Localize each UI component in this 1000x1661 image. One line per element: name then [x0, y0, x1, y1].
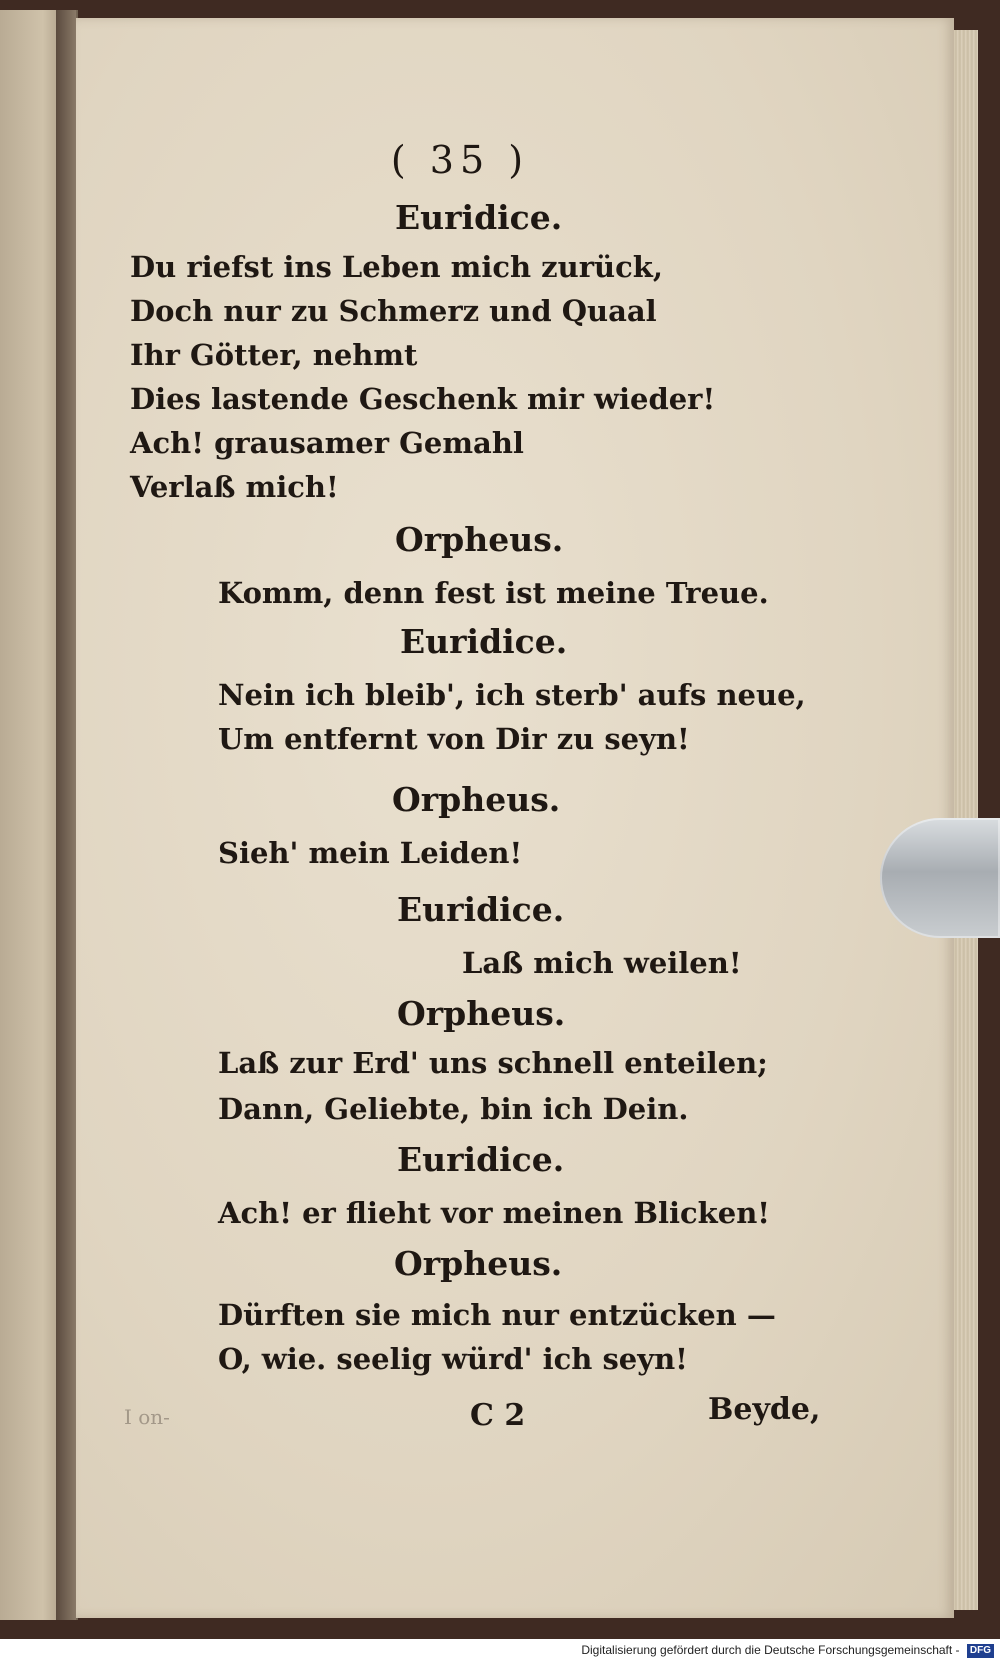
verse-line: Nein ich bleib', ich sterb' aufs neue,	[218, 678, 806, 712]
speaker-name: Euridice.	[397, 890, 565, 929]
page-clip	[880, 818, 1000, 938]
speaker-name: Orpheus.	[394, 1244, 563, 1283]
verse-line: Laß zur Erd' uns schnell enteilen;	[218, 1046, 768, 1080]
verse-line: Du riefst ins Leben mich zurück,	[130, 250, 663, 284]
page-number: ( 35 )	[390, 138, 530, 182]
book-gutter	[56, 10, 76, 1620]
speaker-name: Orpheus.	[397, 994, 566, 1033]
verse-line: Verlaß mich!	[130, 470, 339, 504]
verse-line: Ach! grausamer Gemahl	[130, 426, 524, 460]
verse-line: Dann, Geliebte, bin ich Dein.	[218, 1092, 689, 1126]
speaker-name: Euridice.	[395, 198, 563, 237]
verse-line: Komm, denn fest ist meine Treue.	[218, 576, 769, 610]
verse-line: Um entfernt von Dir zu seyn!	[218, 722, 690, 756]
footer-credit: Digitalisierung gefördert durch die Deutsche Forschungsgemeinschaft -	[581, 1643, 960, 1657]
verse-line: Laß mich weilen!	[462, 946, 742, 980]
verse-line: Ach! er flieht vor meinen Blicken!	[218, 1196, 771, 1230]
verse-line: Dürften sie mich nur entzücken —	[218, 1298, 776, 1332]
speaker-name: Orpheus.	[392, 780, 561, 819]
speaker-name: Euridice.	[400, 622, 568, 661]
signature-mark: C 2	[470, 1398, 526, 1433]
verse-line: Ihr Götter, nehmt	[130, 338, 418, 372]
bleed-through	[240, 195, 248, 224]
dfg-logo-icon: DFG	[967, 1644, 994, 1658]
speaker-name: Orpheus.	[395, 520, 564, 559]
catchword: Beyde,	[708, 1392, 821, 1427]
verse-line: Doch nur zu Schmerz und Quaal	[130, 294, 657, 328]
margin-fragment: I on-	[124, 1405, 170, 1429]
verse-line: O, wie. seelig würd' ich seyn!	[218, 1342, 688, 1376]
speaker-name: Euridice.	[397, 1140, 565, 1179]
verse-line: Sieh' mein Leiden!	[218, 836, 523, 870]
verse-line: Dies lastende Geschenk mir wieder!	[130, 382, 716, 416]
digitization-footer	[0, 1639, 1000, 1661]
